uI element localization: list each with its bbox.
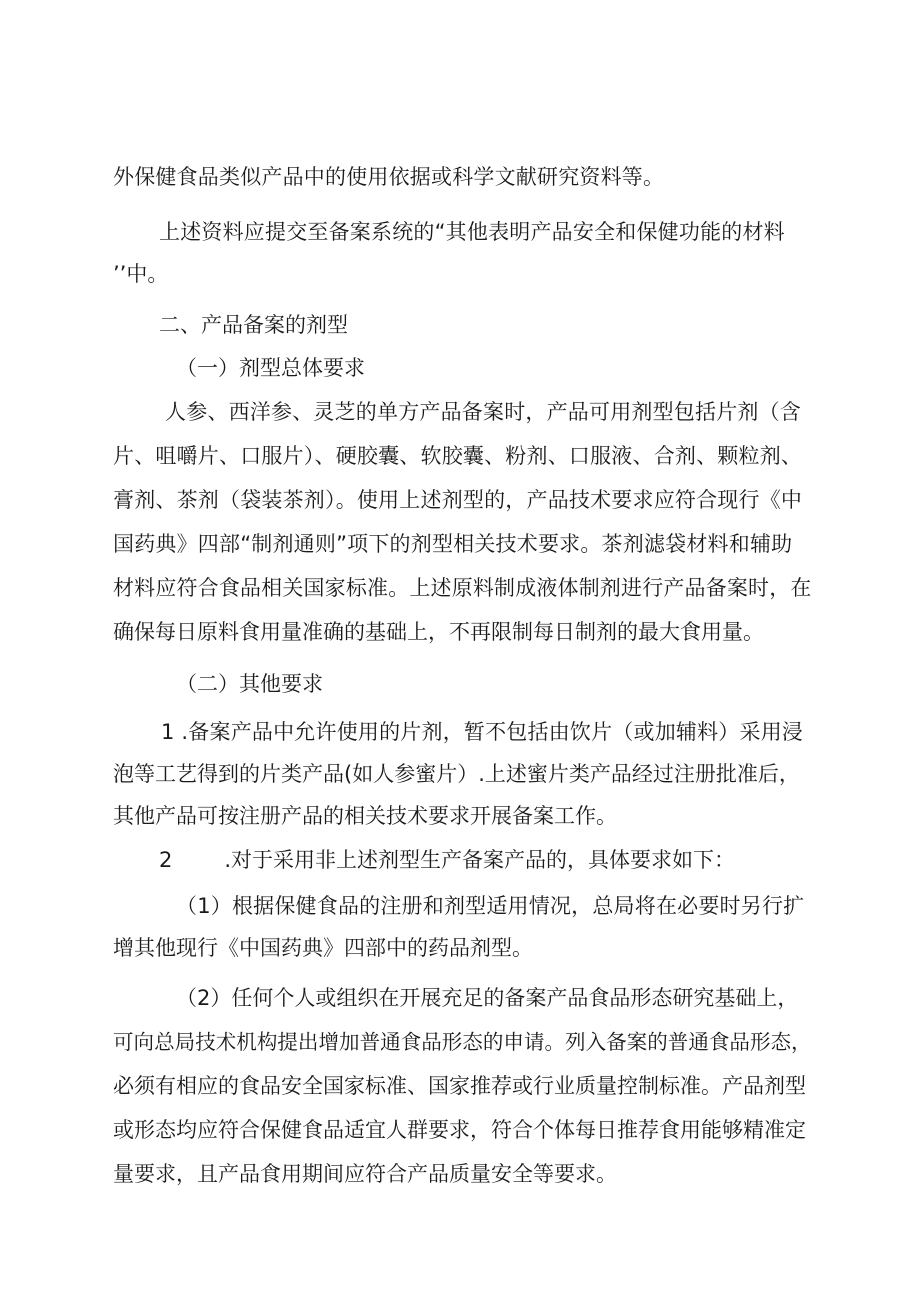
text-line: 必须有相应的食品安全国家标准、国家推荐或行业质量控制标准。产品剂型	[113, 1074, 806, 1098]
section-heading: 二、产品备案的剂型	[159, 313, 348, 337]
text-line: 膏剂、茶剂（袋装茶剂）。使用上述剂型的，产品技术要求应符合现行《中	[113, 488, 803, 512]
text-line: 量要求，且产品食用期间应符合产品质量安全等要求。	[113, 1162, 617, 1186]
text-line: 人参、西洋参、灵芝的单方产品备案时，产品可用剂型包括片剂（含	[165, 400, 801, 424]
text-line: 其他产品可按注册产品的相关技术要求开展备案工作。	[113, 804, 617, 828]
text-line: ’’中。	[113, 262, 169, 286]
text-line: （2）任何个人或组织在开展充足的备案产品食品形态研究基础上，	[176, 986, 799, 1010]
text-line: 泡等工艺得到的片类产品(如人参蜜片）.上述蜜片类产品经过注册批准后，	[113, 762, 800, 786]
text-line: 或形态均应符合保健食品适宜人群要求，符合个体每日推荐食用能够精准定	[113, 1118, 806, 1142]
list-text: .对于采用非上述剂型生产备案产品的，具体要求如下：	[224, 848, 736, 872]
text-line: 确保每日原料食用量准确的基础上，不再限制每日制剂的最大食用量。	[113, 620, 764, 644]
text-line: 1 .备案产品中允许使用的片剂，暂不包括由饮片（或加辅料）采用浸	[161, 720, 804, 744]
subsection-heading: （一）剂型总体要求	[176, 356, 365, 380]
text-line: 可向总局技术机构提出增加普通食品形态的申请。列入备案的普通食品形态，	[113, 1030, 812, 1054]
text-line: 国药典》四部“制剂通则”项下的剂型相关技术要求。茶剂滤袋材料和辅助	[113, 532, 793, 556]
text-line: 增其他现行《中国药典》四部中的药品剂型。	[113, 936, 533, 960]
text-line: 片、咀嚼片、口服片）、硬胶囊、软胶囊、粉剂、口服液、合剂、颗粒剂、	[113, 444, 803, 468]
list-item	[159, 845, 735, 875]
text-line: 材料应符合食品相关国家标准。上述原料制成液体制剂进行产品备案时，在	[113, 576, 812, 600]
text-line: 上述资料应提交至备案系统的“其他表明产品安全和保健功能的材料	[159, 220, 785, 244]
text-line: 外保健食品类似产品中的使用依据或科学文献研究资料等。	[113, 165, 665, 189]
subsection-heading: （二）其他要求	[176, 672, 323, 696]
list-number: 2	[159, 848, 173, 872]
text-line: （1）根据保健食品的注册和剂型适用情况，总局将在必要时另行扩	[176, 894, 805, 918]
